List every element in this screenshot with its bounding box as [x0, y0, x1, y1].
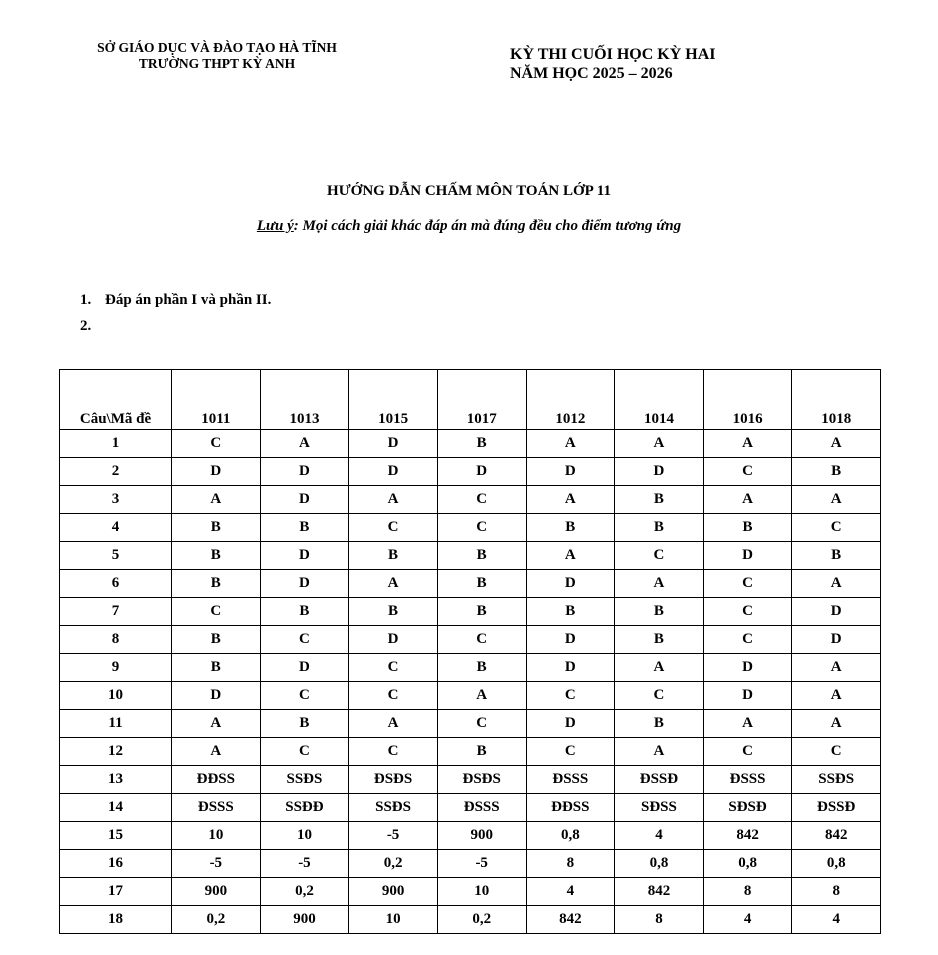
- answer-cell: 842: [526, 906, 615, 934]
- answer-cell: A: [615, 570, 704, 598]
- answer-cell: A: [172, 738, 261, 766]
- header-question-code: Câu\Mã đề: [60, 370, 172, 430]
- exam-name: KỲ THI CUỐI HỌC KỲ HAI: [510, 46, 716, 63]
- question-number-cell: 11: [60, 710, 172, 738]
- answer-cell: ĐSSS: [437, 794, 526, 822]
- question-number-cell: 2: [60, 458, 172, 486]
- table-row: [60, 458, 881, 486]
- question-number-cell: 12: [60, 738, 172, 766]
- answer-cell: B: [792, 458, 881, 486]
- answer-cell: C: [172, 430, 261, 458]
- table-row: [60, 654, 881, 682]
- question-number-cell: 18: [60, 906, 172, 934]
- answer-cell: A: [172, 486, 261, 514]
- table-row: [60, 682, 881, 710]
- header-exam-code: 1013: [260, 370, 349, 430]
- answer-cell: 842: [792, 822, 881, 850]
- answer-cell: B: [526, 514, 615, 542]
- answer-cell: 0,2: [172, 906, 261, 934]
- answer-cell: 0,8: [703, 850, 792, 878]
- table-row: [60, 794, 881, 822]
- answer-cell: A: [792, 430, 881, 458]
- school-name: TRƯỜNG THPT KỲ ANH: [138, 56, 296, 71]
- answer-cell: D: [792, 626, 881, 654]
- question-number-cell: 1: [60, 430, 172, 458]
- question-number-cell: 14: [60, 794, 172, 822]
- answer-cell: A: [526, 486, 615, 514]
- answer-cell: D: [260, 654, 349, 682]
- answer-cell: D: [526, 626, 615, 654]
- table-row: [60, 766, 881, 794]
- answer-cell: ĐSSĐ: [615, 766, 704, 794]
- answer-cell: B: [792, 542, 881, 570]
- answer-cell: C: [260, 682, 349, 710]
- question-number-cell: 9: [60, 654, 172, 682]
- question-number-cell: 16: [60, 850, 172, 878]
- answer-cell: B: [615, 486, 704, 514]
- answer-cell: D: [526, 458, 615, 486]
- answer-cell: D: [260, 570, 349, 598]
- answer-cell: SSĐĐ: [260, 794, 349, 822]
- answer-cell: B: [349, 598, 438, 626]
- answer-cell: D: [349, 626, 438, 654]
- answer-cell: C: [792, 514, 881, 542]
- answer-cell: C: [260, 738, 349, 766]
- answer-cell: D: [703, 542, 792, 570]
- table-row: [60, 850, 881, 878]
- answer-cell: 10: [172, 822, 261, 850]
- numbered-list: [80, 287, 271, 339]
- answer-cell: 900: [437, 822, 526, 850]
- answer-cell: ĐSSS: [703, 766, 792, 794]
- question-number-cell: 3: [60, 486, 172, 514]
- answer-cell: ĐSSS: [526, 766, 615, 794]
- question-number-cell: 10: [60, 682, 172, 710]
- answer-cell: 842: [703, 822, 792, 850]
- answer-cell: B: [437, 654, 526, 682]
- answer-cell: A: [615, 430, 704, 458]
- answer-cell: SĐSS: [615, 794, 704, 822]
- answer-cell: 0,8: [526, 822, 615, 850]
- note: [0, 218, 938, 235]
- header-exam-code: 1016: [703, 370, 792, 430]
- answer-cell: A: [172, 710, 261, 738]
- answer-cell: ĐSSS: [172, 794, 261, 822]
- answer-cell: A: [703, 430, 792, 458]
- question-number-cell: 17: [60, 878, 172, 906]
- answer-cell: D: [260, 486, 349, 514]
- header-exam-code: 1017: [437, 370, 526, 430]
- answer-cell: 900: [260, 906, 349, 934]
- answer-cell: B: [615, 710, 704, 738]
- answer-cell: D: [172, 682, 261, 710]
- answer-cell: 4: [615, 822, 704, 850]
- answer-cell: C: [703, 598, 792, 626]
- answer-cell: B: [615, 626, 704, 654]
- answer-cell: SSĐS: [260, 766, 349, 794]
- answer-cell: D: [703, 682, 792, 710]
- header-exam-code: 1012: [526, 370, 615, 430]
- answer-cell: C: [526, 682, 615, 710]
- answer-cell: A: [792, 682, 881, 710]
- question-number-cell: 8: [60, 626, 172, 654]
- answer-cell: A: [615, 654, 704, 682]
- answer-cell: 0,8: [615, 850, 704, 878]
- answer-cell: B: [260, 710, 349, 738]
- answer-cell: C: [172, 598, 261, 626]
- question-number-cell: 5: [60, 542, 172, 570]
- answer-cell: SSĐS: [792, 766, 881, 794]
- answer-cell: 10: [437, 878, 526, 906]
- answer-cell: D: [615, 458, 704, 486]
- answer-cell: ĐSĐS: [349, 766, 438, 794]
- answer-cell: C: [349, 654, 438, 682]
- answer-cell: C: [349, 682, 438, 710]
- school-year: NĂM HỌC 2025 – 2026: [510, 65, 673, 82]
- document-title: HƯỚNG DẪN CHẤM MÔN TOÁN LỚP 11: [327, 183, 611, 199]
- answer-cell: D: [172, 458, 261, 486]
- answer-cell: A: [792, 570, 881, 598]
- answer-cell: B: [172, 626, 261, 654]
- table-row: [60, 598, 881, 626]
- table-row: [60, 878, 881, 906]
- answer-cell: D: [526, 710, 615, 738]
- answer-cell: A: [792, 654, 881, 682]
- answer-cell: C: [615, 542, 704, 570]
- answer-cell: D: [349, 458, 438, 486]
- answer-cell: B: [437, 570, 526, 598]
- answer-cell: B: [437, 738, 526, 766]
- table-row: [60, 542, 881, 570]
- answer-cell: A: [615, 738, 704, 766]
- table-body: [60, 430, 881, 934]
- answer-cell: D: [703, 654, 792, 682]
- answer-cell: 8: [792, 878, 881, 906]
- answer-cell: C: [437, 514, 526, 542]
- answer-cell: A: [349, 570, 438, 598]
- list-item-text: Đáp án phần I và phần II.: [105, 292, 272, 308]
- table-row: [60, 430, 881, 458]
- answer-cell: B: [437, 598, 526, 626]
- answer-cell: D: [792, 598, 881, 626]
- answer-cell: 0,8: [792, 850, 881, 878]
- header-exam-code: 1018: [792, 370, 881, 430]
- answer-cell: B: [437, 430, 526, 458]
- question-number-cell: 4: [60, 514, 172, 542]
- answer-cell: B: [172, 542, 261, 570]
- answer-cell: A: [792, 486, 881, 514]
- answer-cell: C: [260, 626, 349, 654]
- answer-cell: 4: [703, 906, 792, 934]
- answer-cell: SĐSĐ: [703, 794, 792, 822]
- answer-cell: B: [260, 598, 349, 626]
- answer-cell: 8: [703, 878, 792, 906]
- list-item: [80, 313, 271, 339]
- answer-cell: 900: [349, 878, 438, 906]
- answer-cell: B: [172, 514, 261, 542]
- answer-cell: D: [526, 570, 615, 598]
- answer-cell: 4: [526, 878, 615, 906]
- question-number-cell: 15: [60, 822, 172, 850]
- answer-cell: C: [349, 514, 438, 542]
- table-row: [60, 514, 881, 542]
- note-text: : Mọi cách giải khác đáp án mà đúng đều cho điểm tương ứng: [293, 218, 682, 234]
- answer-cell: A: [703, 486, 792, 514]
- header-exam-code: 1011: [172, 370, 261, 430]
- answer-cell: 8: [615, 906, 704, 934]
- question-number-cell: 6: [60, 570, 172, 598]
- answer-cell: C: [526, 738, 615, 766]
- table-row: [60, 822, 881, 850]
- answer-cell: C: [703, 458, 792, 486]
- answer-cell: D: [349, 430, 438, 458]
- answer-cell: 0,2: [437, 906, 526, 934]
- table-row: [60, 738, 881, 766]
- answer-cell: B: [526, 598, 615, 626]
- answer-cell: C: [703, 738, 792, 766]
- answer-cell: 842: [615, 878, 704, 906]
- answer-cell: D: [260, 458, 349, 486]
- header-exam-code: 1015: [349, 370, 438, 430]
- answer-cell: B: [703, 514, 792, 542]
- answer-cell: C: [437, 710, 526, 738]
- table-row: [60, 710, 881, 738]
- list-item-number: 1.: [80, 292, 92, 308]
- answer-cell: D: [437, 458, 526, 486]
- answer-cell: SSĐS: [349, 794, 438, 822]
- table-row: [60, 570, 881, 598]
- header-exam-code: 1014: [615, 370, 704, 430]
- table-row: [60, 626, 881, 654]
- answer-cell: -5: [437, 850, 526, 878]
- answer-cell: A: [526, 430, 615, 458]
- answer-cell: B: [172, 570, 261, 598]
- answer-cell: A: [792, 710, 881, 738]
- question-number-cell: 13: [60, 766, 172, 794]
- answer-cell: B: [615, 598, 704, 626]
- answer-cell: 8: [526, 850, 615, 878]
- school-header: [52, 40, 382, 72]
- answer-cell: ĐĐSS: [172, 766, 261, 794]
- department-name: SỞ GIÁO DỤC VÀ ĐÀO TẠO HÀ TĨNH: [97, 40, 337, 55]
- answer-cell: A: [349, 710, 438, 738]
- question-number-cell: 7: [60, 598, 172, 626]
- answer-cell: B: [172, 654, 261, 682]
- answer-cell: D: [260, 542, 349, 570]
- answer-cell: B: [615, 514, 704, 542]
- answer-cell: B: [260, 514, 349, 542]
- answer-cell: B: [437, 542, 526, 570]
- answer-cell: -5: [349, 822, 438, 850]
- answer-cell: 0,2: [260, 878, 349, 906]
- answer-cell: ĐSĐS: [437, 766, 526, 794]
- answer-cell: C: [437, 626, 526, 654]
- answer-cell: C: [349, 738, 438, 766]
- answer-cell: ĐSSĐ: [792, 794, 881, 822]
- answer-cell: A: [526, 542, 615, 570]
- answer-cell: B: [349, 542, 438, 570]
- answer-cell: C: [792, 738, 881, 766]
- answer-cell: -5: [260, 850, 349, 878]
- answer-cell: A: [260, 430, 349, 458]
- table-header-row: [60, 370, 881, 430]
- answer-cell: C: [703, 570, 792, 598]
- answer-cell: 4: [792, 906, 881, 934]
- answer-cell: C: [615, 682, 704, 710]
- list-item-number: 2.: [80, 318, 92, 334]
- answer-cell: C: [437, 486, 526, 514]
- table-row: [60, 486, 881, 514]
- answer-cell: ĐĐSS: [526, 794, 615, 822]
- answer-cell: 10: [260, 822, 349, 850]
- answer-cell: A: [349, 486, 438, 514]
- note-label: Lưu ý: [256, 218, 294, 234]
- answer-cell: A: [437, 682, 526, 710]
- answer-table: [59, 369, 881, 934]
- answer-cell: -5: [172, 850, 261, 878]
- list-item: [80, 287, 271, 313]
- answer-cell: D: [526, 654, 615, 682]
- answer-cell: A: [703, 710, 792, 738]
- answer-cell: 10: [349, 906, 438, 934]
- exam-header: [510, 45, 810, 83]
- answer-cell: C: [703, 626, 792, 654]
- answer-cell: 0,2: [349, 850, 438, 878]
- answer-cell: 900: [172, 878, 261, 906]
- table-row: [60, 906, 881, 934]
